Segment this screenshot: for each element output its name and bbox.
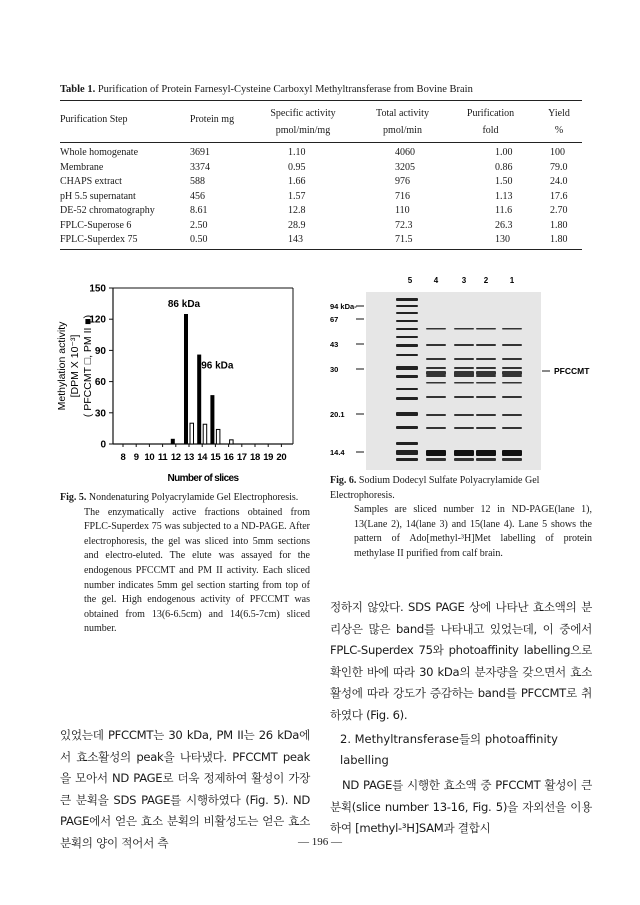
gel-band — [454, 396, 474, 398]
x-tick-label: 18 — [250, 452, 260, 463]
gel-band — [396, 312, 418, 314]
gel-band — [396, 366, 418, 370]
fig5-body: The enzymatically active fractions obtained from FPLC-Superdex 75 was subjected to a ND-PAGE. After electrophoresis, the gel was sliced into 5mm sections and electro-eluted. The elute was assayed for the endogenous PFCCMT and PM II activity. Each sliced number indicates 5mm gel section starting from top of the gel. High endogenous activity of PFCCMT was obtained from 13(6-6.5cm) and 14(6.5-7cm) sliced number. — [84, 506, 310, 635]
table-caption — [60, 84, 580, 95]
fig5-label: Fig. 5. — [60, 492, 87, 503]
y-tick-label: 150 — [89, 283, 106, 295]
gel-band — [454, 450, 474, 456]
gel-band — [396, 458, 418, 461]
gel-band — [396, 450, 418, 455]
table-row — [60, 161, 582, 175]
gel-band — [476, 414, 496, 416]
x-tick-label: 19 — [263, 452, 274, 463]
col-header-yield: Yield % — [548, 108, 570, 136]
fig6-body: Samples are sliced number 12 in ND-PAGE(lane 1), 13(Lane 2), 14(lane 3) and 15(lane 4). Lane 5 shows the pattern of Ado[methyl-³H]Met labelling of protein methylase II purified from calf brain. — [354, 504, 592, 559]
gel-band — [454, 427, 474, 429]
gel-band — [502, 371, 522, 375]
gel-band — [502, 427, 522, 429]
table-row — [60, 233, 582, 247]
gel-band — [502, 367, 522, 369]
gel-band — [426, 371, 446, 375]
table-cell: 100 — [550, 147, 565, 158]
bar-annotation: 96 kDa — [201, 360, 234, 372]
table-cell: 1.57 — [288, 190, 306, 202]
table-cell: 8.61 — [190, 205, 208, 216]
marker-label: 43 — [330, 340, 339, 349]
y-axis-title-line-1: Methylation activity — [56, 321, 68, 411]
table-cell: 1.80 — [550, 234, 568, 245]
gel-band — [426, 450, 446, 456]
gel-band — [454, 375, 474, 377]
table-cell: 12.8 — [288, 205, 306, 216]
gel-band — [454, 344, 474, 346]
y-axis-title-line-3: ( PFCCMT □, PM II ■) — [82, 314, 94, 418]
x-tick-label: 10 — [144, 452, 155, 463]
table-cell: 1.10 — [288, 147, 306, 158]
x-tick-label: 9 — [133, 452, 139, 463]
fig5-svg — [55, 280, 305, 490]
table-cell: DE-52 chromatography — [60, 205, 155, 216]
fig5-title: Nondenaturing Polyacrylamide Gel Electrophoresis. — [88, 492, 299, 503]
table-cell: 72.3 — [395, 219, 413, 231]
x-tick-label: 16 — [223, 452, 234, 463]
table-cell: 4060 — [395, 147, 415, 158]
lane-label: 4 — [433, 276, 439, 285]
y-tick-label: 90 — [94, 345, 106, 357]
gel-band — [502, 358, 522, 360]
y-tick-label: 0 — [100, 439, 106, 451]
purification-table — [60, 100, 582, 290]
table-cell: 588 — [190, 176, 205, 187]
table-cell: 79.0 — [550, 161, 568, 173]
bar-pm2 — [171, 439, 175, 444]
table-cell: 3374 — [190, 161, 210, 173]
gel-band — [396, 375, 418, 378]
x-tick-label: 12 — [170, 452, 181, 463]
gel-band — [454, 328, 474, 330]
col-header-specific-activity: Specific activity pmol/min/mg — [270, 108, 336, 136]
gel-band — [396, 388, 418, 390]
body-paragraph-left-1: 있었는데 PFCCMT는 30 kDa, PM II는 26 kDa에서 효소활성의 peak을 나타냈다. PFCCMT peak을 모아서 ND PAGE로 더욱 정제하여 활성이 가장 큰 분획을 SDS PAGE를 시행하였다 (Fig. 5). ND PAGE에서 얻은 효소 분획의 비활성도는 얻은 효소 분획의 양이 적어서 측 — [60, 728, 310, 850]
x-tick-label: 13 — [184, 452, 194, 463]
marker-label: 94 kDa- — [330, 302, 357, 311]
gel-band — [502, 414, 522, 416]
section-heading: 2. Methyltransferase들의 photoaffinity labelling — [340, 732, 558, 767]
gel-band — [396, 336, 418, 338]
table-cell: 3205 — [395, 161, 415, 173]
table-row — [60, 219, 582, 233]
gel-band — [476, 396, 496, 398]
gel-band — [426, 375, 446, 377]
table-cell: Whole homogenate — [60, 147, 139, 158]
table-cell: 26.3 — [495, 219, 513, 231]
gel-band — [426, 396, 446, 398]
gel-band — [426, 328, 446, 330]
table-cell: 976 — [395, 176, 410, 187]
fig6-label: Fig. 6. — [330, 475, 357, 486]
table-row — [60, 204, 582, 218]
gel-band — [426, 458, 446, 461]
table-cell: CHAPS extract — [60, 176, 122, 187]
y-tick-label: 120 — [89, 314, 106, 326]
table-cell: Membrane — [60, 161, 104, 173]
lane-label: 1 — [509, 276, 515, 285]
gel-band — [396, 442, 418, 445]
gel-band — [502, 328, 522, 330]
gel-band — [426, 382, 446, 384]
bar-annotation: 86 kDa — [167, 299, 201, 310]
x-tick-label: 14 — [197, 452, 208, 463]
bar-pfccmt — [216, 429, 220, 444]
bar-pfccmt — [230, 440, 234, 444]
gel-background — [366, 292, 541, 470]
table-cell: 2.50 — [190, 219, 208, 231]
gel-band — [502, 458, 522, 461]
gel-band — [396, 426, 418, 429]
table-cell: 0.95 — [288, 161, 306, 173]
gel-band — [426, 427, 446, 429]
lane-label: 2 — [483, 276, 489, 285]
x-tick-label: 11 — [157, 452, 168, 463]
table-row — [60, 175, 582, 189]
gel-band — [396, 320, 418, 322]
bar-pfccmt — [190, 423, 194, 444]
gel-band — [426, 414, 446, 416]
table-cell: 110 — [395, 205, 410, 216]
gel-band — [476, 358, 496, 360]
gel-band — [396, 328, 418, 330]
fig6-caption — [330, 474, 592, 562]
table-cell: 11.6 — [495, 205, 513, 216]
table-row — [60, 146, 582, 160]
gel-band — [426, 358, 446, 360]
table-cell: 0.50 — [190, 234, 208, 245]
col-header-step: Purification Step — [60, 114, 128, 125]
table-cell: 17.6 — [550, 190, 568, 202]
gel-band — [426, 367, 446, 369]
gel-band — [502, 396, 522, 398]
gel-band — [502, 344, 522, 346]
table-cell: 24.0 — [550, 176, 568, 187]
table-cell: 3691 — [190, 147, 210, 158]
col-header-purification: Purification fold — [466, 108, 515, 136]
gel-band — [476, 450, 496, 456]
gel-band — [476, 382, 496, 384]
gel-band — [476, 367, 496, 369]
table-cell: 1.50 — [495, 176, 513, 187]
gel-band — [396, 344, 418, 347]
gel-band — [476, 375, 496, 377]
fig5-chart — [55, 280, 305, 490]
table-cell: 1.66 — [288, 176, 306, 187]
gel-band — [396, 298, 418, 301]
gel-band — [454, 367, 474, 369]
lane-label: 5 — [407, 276, 413, 285]
marker-label: 67 — [330, 315, 339, 324]
fig6-svg — [328, 272, 608, 472]
bar-pm2 — [210, 395, 214, 444]
table-cell: 28.9 — [288, 219, 306, 231]
gel-band — [476, 328, 496, 330]
gel-band — [454, 358, 474, 360]
table-cell: 716 — [395, 190, 410, 202]
gel-band — [396, 397, 418, 400]
fig6-title: Sodium Dodecyl Sulfate Polyacrylamide Gel Electrophoresis. — [330, 475, 540, 501]
page-number: — 196 — — [298, 836, 342, 848]
bar-pfccmt — [203, 424, 207, 444]
table-cell: 1.00 — [495, 147, 513, 158]
gel-band — [454, 414, 474, 416]
gel-band — [502, 375, 522, 377]
gel-band — [476, 427, 496, 429]
table-cell: FPLC-Superose 6 — [60, 219, 132, 231]
gel-band — [426, 344, 446, 346]
x-tick-label: 8 — [120, 452, 126, 463]
table-cell: 143 — [288, 234, 303, 245]
x-tick-label: 20 — [276, 452, 287, 463]
lane-label: 3 — [461, 276, 467, 285]
table-cell: FPLC-Superdex 75 — [60, 234, 138, 245]
table-row — [60, 190, 582, 204]
table-cell: 0.86 — [495, 161, 513, 173]
x-tick-label: 17 — [236, 452, 247, 463]
fig5-caption — [60, 491, 310, 637]
marker-label: 30 — [330, 365, 339, 374]
col-header-protein: Protein mg — [189, 114, 235, 125]
table-cell: 456 — [190, 190, 205, 202]
body-paragraph-right-1: 정하지 않았다. SDS PAGE 상에 나타난 효소액의 분리상은 많은 band를 나타내고 있었는데, 이 중에서 FPLC-Superdex 75와 photoaffinity labelling으로 확인한 바에 따라 30 kDa의 분자량을 갖으면서 효소활성에 따라 강도가 증감하는 band를 PFCCMT로 취하였다 (Fig. 6). — [330, 600, 592, 722]
table-caption-text: Purification of Protein Farnesyl-Cysteine Carboxyl Methyltransferase from Bovine Brain — [97, 84, 473, 95]
col-header-total-activity: Total activity pmol/min — [376, 108, 429, 136]
gel-band — [502, 450, 522, 456]
y-axis-title-line-2: [DPM X 10⁻³] — [69, 334, 81, 398]
gel-band — [396, 354, 418, 356]
gel-band — [502, 382, 522, 384]
gel-band — [476, 344, 496, 346]
table-caption-label: Table 1. — [60, 84, 96, 95]
bar-pm2 — [184, 314, 188, 444]
table-cell: 1.80 — [550, 219, 568, 231]
x-tick-label: 15 — [210, 452, 221, 463]
gel-band — [476, 458, 496, 461]
gel-band — [476, 371, 496, 375]
marker-label: 20.1 — [330, 410, 345, 419]
body-paragraph-right-2: ND PAGE를 시행한 효소액 중 PFCCMT 활성이 큰 분획(slice number 13-16, Fig. 5)을 자외선을 이용하여 [methyl-³H]SAM과 결합시 — [330, 778, 592, 835]
y-tick-label: 30 — [94, 408, 106, 420]
table-cell: 2.70 — [550, 205, 568, 216]
table-cell: pH 5.5 supernatant — [60, 190, 136, 202]
fig6-gel — [328, 272, 608, 472]
gel-band — [454, 458, 474, 461]
marker-label: 14.4 — [330, 448, 345, 457]
gel-band — [396, 305, 418, 307]
gel-band — [396, 412, 418, 416]
gel-band — [454, 382, 474, 384]
table-cell: 71.5 — [395, 234, 413, 245]
table-cell: 1.13 — [495, 190, 513, 202]
table-cell: 130 — [495, 234, 510, 245]
y-tick-label: 60 — [94, 377, 106, 389]
pfccmt-band-label: PFCCMT — [554, 366, 590, 376]
x-axis-title: Number of slices — [167, 473, 239, 484]
